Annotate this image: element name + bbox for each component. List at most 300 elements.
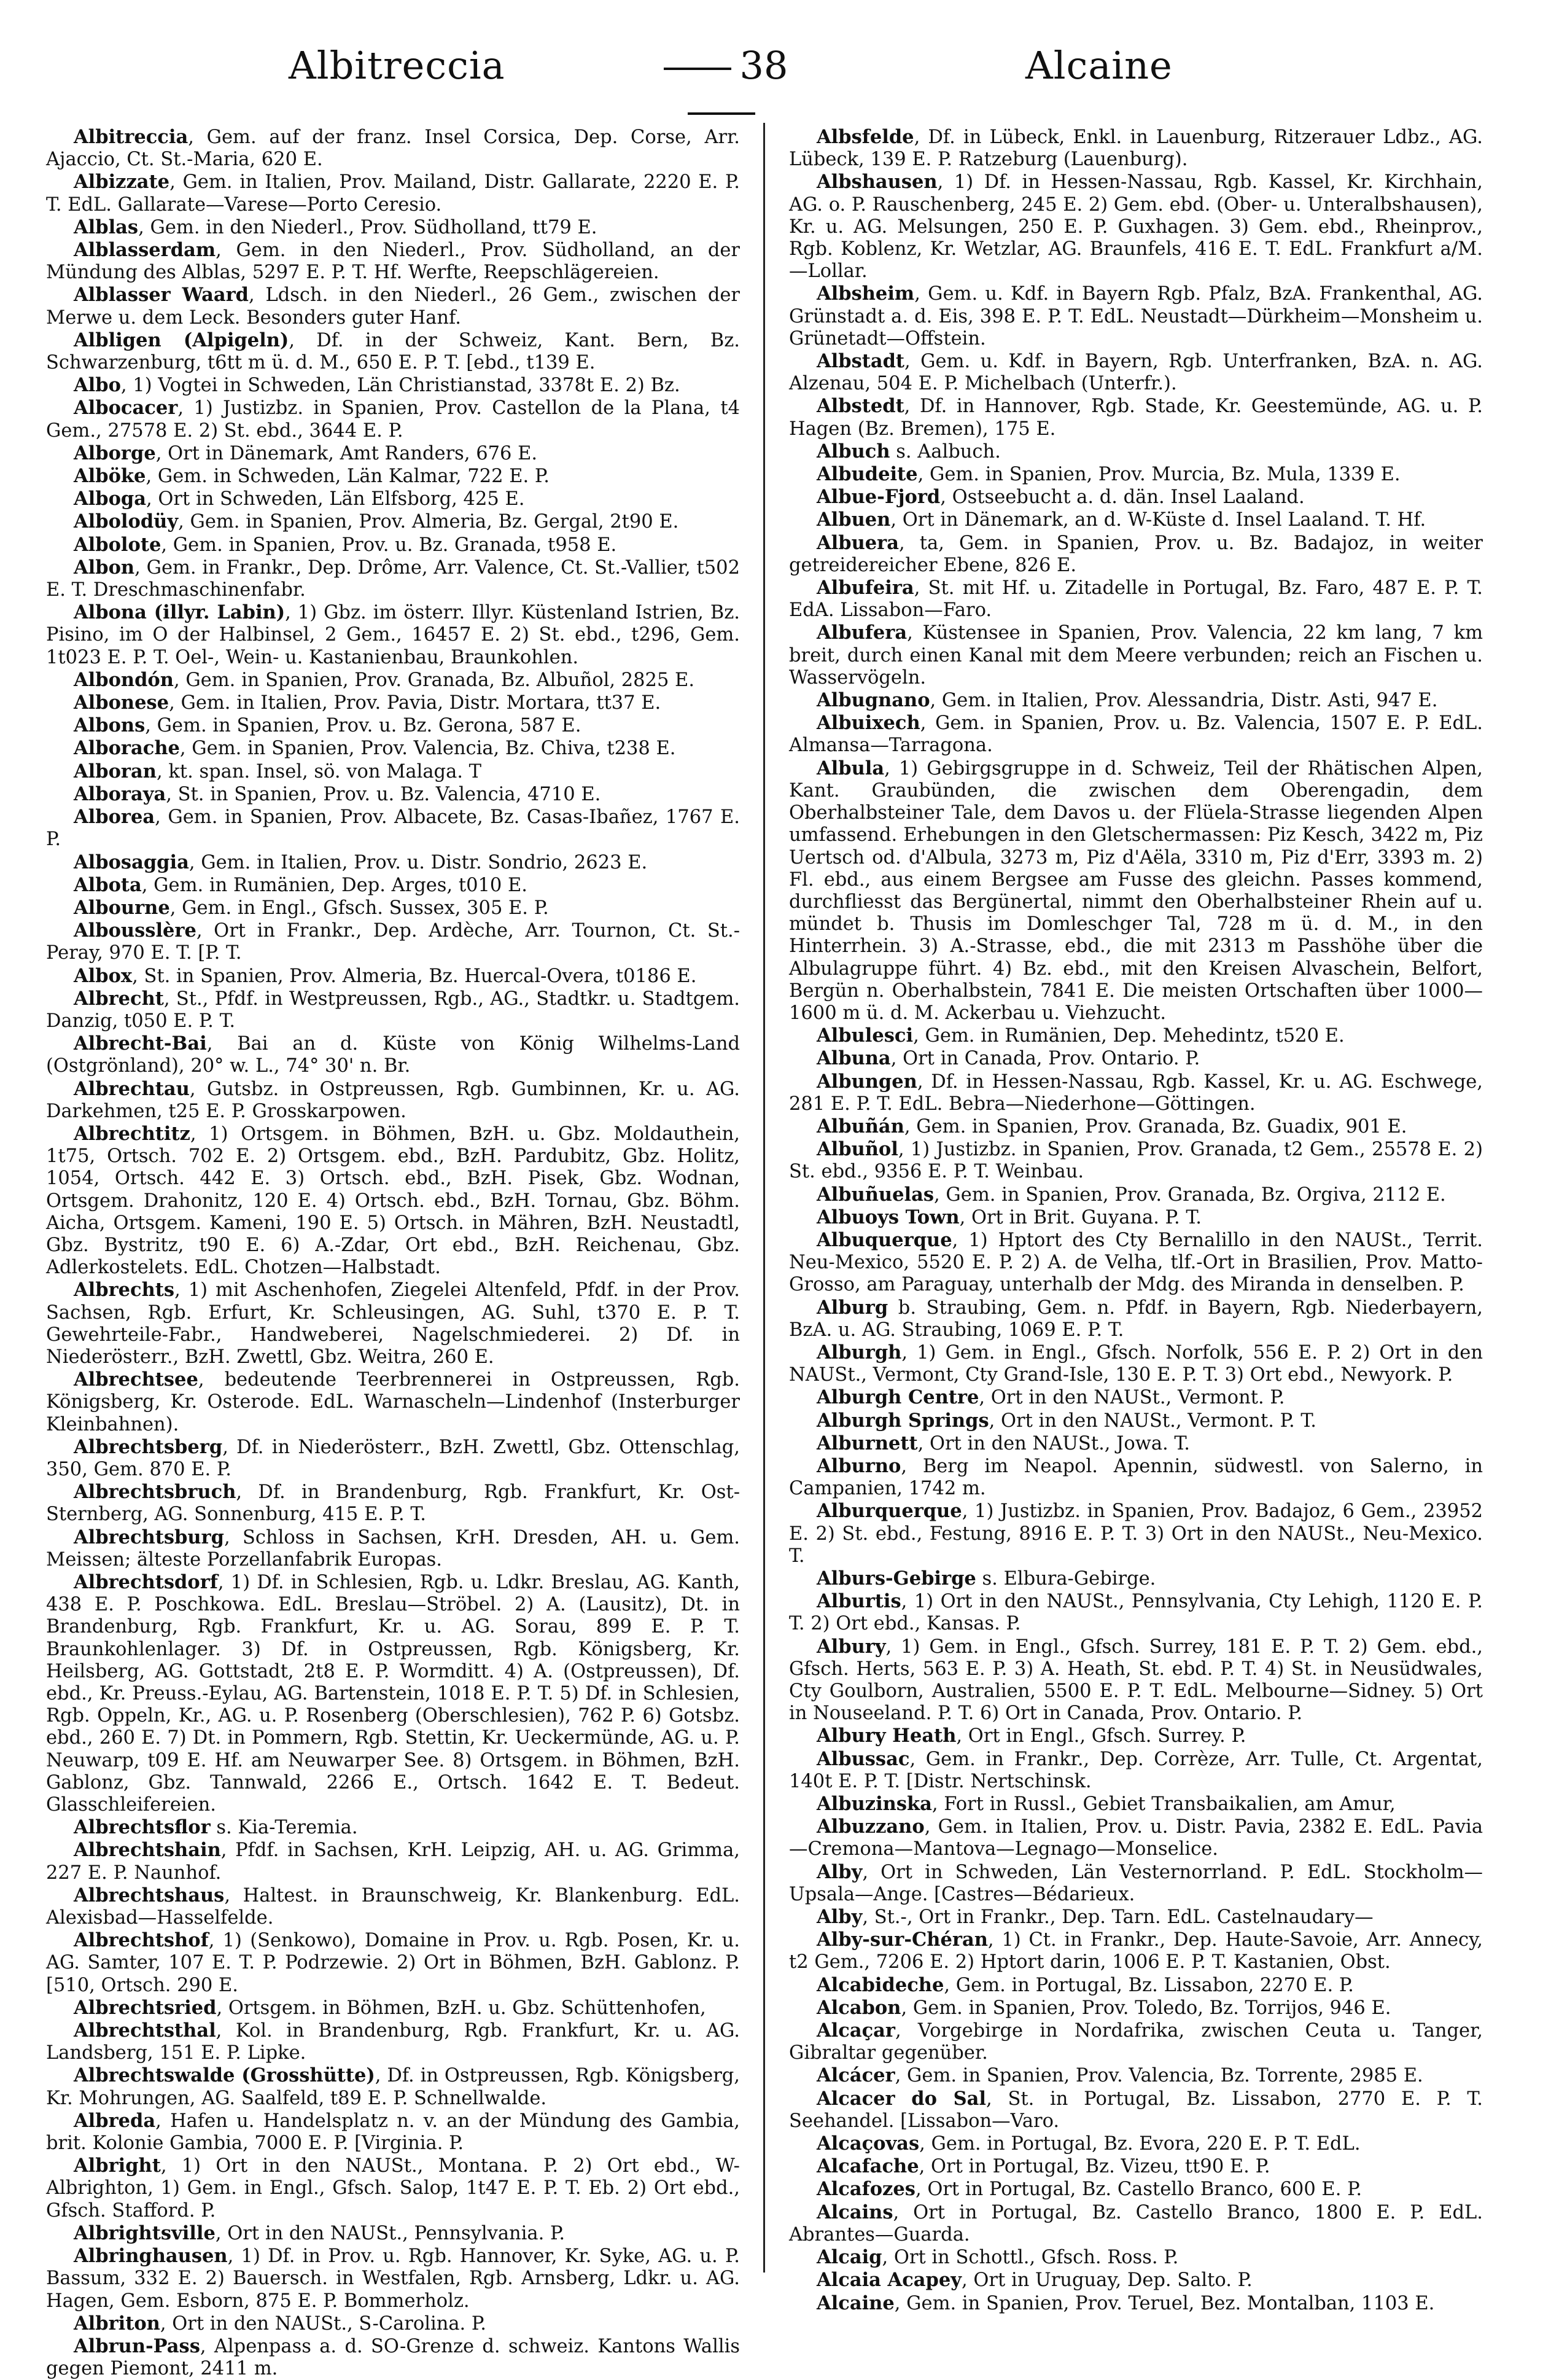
gazetteer-entry xyxy=(46,897,740,919)
entry-text: , Df. in Ostpreussen, Rgb. Königsberg, Kr. Mohrungen, AG. Saalfeld, t89 E. P. Schnellwalde. xyxy=(46,2065,741,2109)
gazetteer-entry xyxy=(789,2269,1483,2292)
entry-headword: Alboga xyxy=(74,488,147,510)
gazetteer-entry xyxy=(46,374,740,397)
gazetteer-entry xyxy=(46,2245,740,2312)
gazetteer-entry xyxy=(789,2246,1483,2269)
entry-text: , Fort in Russl., Gebiet Transbaikalien, am Amur, xyxy=(931,1793,1396,1816)
entry-text: , 1) Gem. in Engl., Gfsch. Norfolk, 556 E. P. 2) Ort in den NAUSt., Vermont, Cty Grand-Isle, 130 E. P. T. 3) Ort ebd., Newyork. P. xyxy=(789,1341,1483,1386)
entry-text: , bedeutende Teerbrennerei in Ostpreussen, Rgb. Königsberg, Kr. Osterode. EdL. Warnascheln—Lindenhof (Insterburger Kleinbahnen). xyxy=(46,1369,740,1435)
entry-text: , 1) Df. in Hessen-Nassau, Rgb. Kassel, Kr. Kirchhain, AG. o. P. Rauschenberg, 245 E. 2) Gem. ebd. (Ober- u. Unteralbshausen), Kr. u. AG. Melsungen, 250 E. P. Guxhagen. 3) Gem. ebd., Rheinprov., Rgb. Koblenz, Kr. Wetzlar, AG. Braunfels, 416 E. T. EdL. Frankfurt a/M.—Lollar. xyxy=(789,171,1483,283)
entry-headword: Albury xyxy=(817,1635,886,1658)
entry-text: , Gem. in Spanien, Prov. u. Bz. Gerona, 587 E. xyxy=(145,715,581,737)
entry-text: , 1) Gbz. im österr. Illyr. Küstenland Istrien, Bz. Pisino, im O der Halbinsel, 2 Gem., 16457 E. 2) St. ebd., t296, Gem. 1t023 E. P. T. Oel-, Wein- u. Kastanienbau, Braunkohlen. xyxy=(46,602,741,668)
entry-headword: Albrechtsflor xyxy=(74,1816,211,1839)
gazetteer-entry xyxy=(46,2335,740,2380)
entry-text: , St. mit Hf. u. Zitadelle in Portugal, Bz. Faro, 487 E. P. T. EdA. Lissabon—Faro. xyxy=(789,577,1483,622)
entry-text: , St. in Spanien, Prov. Almeria, Bz. Huercal-Overa, t0186 E. xyxy=(132,965,697,987)
entry-text: , Berg im Neapol. Apennin, südwestl. von Salerno, in Campanien, 1742 m. xyxy=(789,1455,1483,1500)
gazetteer-entry xyxy=(789,440,1483,463)
entry-headword: Alblas xyxy=(74,216,139,238)
entry-headword: Alburtis xyxy=(817,1590,901,1613)
entry-headword: Albringhausen xyxy=(74,2245,228,2268)
entry-text: , 1) mit Aschenhofen, Ziegelei Altenfeld, Pfdf. in der Prov. Sachsen, Rgb. Erfurt, Kr. Schleusingen, AG. Suhl, t370 E. P. T. Gewehrteile-Fabr., Handweberei, Nagelschmiederei. 2) Df. in Niederösterr., BzH. Zwettl, Gbz. Weitra, 260 E. xyxy=(46,1279,740,1368)
entry-headword: Albrightsville xyxy=(74,2222,216,2244)
gazetteer-entry xyxy=(789,1500,1483,1567)
entry-text: , Gem. in Rumänien, Dep. Arges, t010 E. xyxy=(141,874,527,896)
entry-text: , Haltest. in Braunschweig, Kr. Blankenburg. EdL. Alexisbad—Hasselfelde. xyxy=(46,1884,740,1929)
entry-headword: Albocacer xyxy=(74,397,178,419)
gazetteer-entry xyxy=(789,486,1483,509)
running-head-left: Albitreccia xyxy=(289,43,505,88)
gazetteer-entry xyxy=(789,1636,1483,1725)
entry-text: , Gem. in Portugal, Bz. Lissabon, 2270 E. P. xyxy=(944,1974,1354,1996)
entry-text: , 1) (Senkowo), Domaine in Prov. u. Rgb. Posen, Kr. u. AG. Samter, 107 E. T. P. Podrzewie. 2) Ort in Böhmen, BzH. Gablonz. P. [510, Ortsch. 290 E. xyxy=(46,1930,740,1996)
gazetteer-entry xyxy=(789,1455,1483,1500)
entry-text: , Ort in Schweden, Län Elfsborg, 425 E. xyxy=(146,488,525,510)
gazetteer-entry xyxy=(46,534,740,556)
entry-text: , Gem. in Italien, Prov. u. Distr. Sondrio, 2623 E. xyxy=(189,851,648,873)
entry-headword: Albufeira xyxy=(817,577,914,599)
entry-headword: Albourne xyxy=(74,896,170,919)
entry-headword: Albue-Fjord xyxy=(817,486,941,509)
gazetteer-entry xyxy=(46,2064,740,2109)
gazetteer-entry xyxy=(789,689,1483,712)
entry-headword: Albussac xyxy=(817,1747,910,1770)
entry-text: , Ort in Dänemark, an d. W-Küste d. Insel Laaland. T. Hf. xyxy=(890,509,1426,531)
entry-text: , Gem. in Spanien, Prov. Valencia, Bz. Chiva, t238 E. xyxy=(179,738,676,760)
gazetteer-entry xyxy=(46,284,740,329)
entry-headword: Albolote xyxy=(74,533,161,556)
gazetteer-entry xyxy=(789,1725,1483,1747)
entry-headword: Alburquerque xyxy=(817,1500,962,1523)
entry-text: , Gem. auf der franz. Insel Corsica, Dep. Corse, Arr. Ajaccio, Ct. St.-Maria, 620 E. xyxy=(46,127,740,171)
entry-headword: Alcaçovas xyxy=(817,2132,920,2155)
gazetteer-entry xyxy=(789,1997,1483,2019)
entry-headword: Albrechtsbruch xyxy=(74,1481,236,1504)
entry-text: , Ort in den NAUSt., Jowa. T. xyxy=(917,1432,1190,1454)
entry-text: , Ort in Frankr., Dep. Ardèche, Arr. Tournon, Ct. St.-Peray, 970 E. T. [P. T. xyxy=(46,920,740,964)
entry-headword: Albugnano xyxy=(817,689,930,712)
entry-text: , 1) Ortsgem. in Böhmen, BzH. u. Gbz. Moldauthein, 1t75, Ortsch. 702 E. 2) Ortsgem. ebd., BzH. Pardubitz, Gbz. Holitz, 1054, Ortsch. 442 E. 3) Ortsch. ebd., BzH. Pisek, Gbz. Wodnan, Ortsgem. Drahonitz, 120 E. 4) Ortsch. ebd., BzH. Tornau, Gbz. Böhm. Aicha, Ortsgem. Kameni, 190 E. 5) Ortsch. in Mähren, BzH. Neustadtl, Gbz. Bystritz, t90 E. 6) A.-Zdar, Ort ebd., BzH. Reichenau, Gbz. Adlerkostelets. EdL. Chotzen—Halbstadt. xyxy=(46,1123,740,1279)
entry-headword: Albrechtshaus xyxy=(74,1884,225,1906)
entry-headword: Alcaçar xyxy=(817,2019,895,2042)
entry-text: , Bai an d. Küste von König Wilhelms-Land (Ostgrönland), 20° w. L., 74° 30' n. Br. xyxy=(46,1033,740,1077)
entry-text: b. Straubing, Gem. n. Pfdf. in Bayern, Rgb. Niederbayern, BzA. u. AG. Straubing, 1069 E. P. T. xyxy=(789,1297,1483,1341)
entry-text: , Gem. in Italien, Prov. u. Distr. Pavia, 2382 E. EdL. Pavia—Cremona—Mantova—Legnago—Monselice. xyxy=(789,1816,1483,1860)
entry-headword: Albonese xyxy=(74,692,169,714)
entry-text: , Gem. in Engl., Gfsch. Sussex, 305 E. P. xyxy=(169,897,549,919)
gazetteer-entry xyxy=(46,171,740,216)
gazetteer-entry xyxy=(789,126,1483,171)
entry-text: , Gem. in Spanien, Prov. Murcia, Bz. Mula, 1339 E. xyxy=(917,464,1401,486)
entry-text: , Gem. in den Niederl., Prov. Südholland, an der Mündung des Alblas, 5297 E. P. T. Hf. Werfte, Reepschlägereien. xyxy=(46,240,740,284)
entry-text: , Kol. in Brandenburg, Rgb. Frankfurt, Kr. u. AG. Landsberg, 151 E. P. Lipke. xyxy=(46,2020,740,2064)
gazetteer-entry xyxy=(789,2132,1483,2155)
entry-text: , 1) Ort in den NAUSt., Montana. P. 2) Ort ebd., W-Albrighton, 1) Gem. in Engl., Gfsch. Salop, 1t47 E. P. T. Eb. 2) Ort ebd., Gfsch. Stafford. P. xyxy=(46,2155,740,2222)
gazetteer-entry xyxy=(46,601,740,669)
entry-text: , Gem. in Spanien, Prov. Almeria, Bz. Gergal, 2t90 E. xyxy=(178,511,679,533)
gazetteer-entry xyxy=(789,1432,1483,1455)
gazetteer-entry xyxy=(789,712,1483,757)
entry-headword: Albury Heath xyxy=(817,1725,957,1747)
gazetteer-entry xyxy=(789,2155,1483,2178)
entry-text: , Gem. in Spanien, Prov. Granada, Bz. Guadix, 901 E. xyxy=(904,1115,1407,1137)
entry-text: , 1) Gebirgsgruppe in d. Schweiz, Teil der Rhätischen Alpen, Kant. Graubünden, die zwischen dem Oberengadin, dem Oberhalbsteiner Tale, dem Davos u. der Flüela-Strasse liegenden Alpen umfassend. Erhebungen in den Gletschermassen: Piz Kesch, 3422 m, Piz Uertsch od. d'Albula, 3273 m, Piz d'Aëla, 3310 m, Piz d'Err, 3393 m. 2) Fl. ebd., aus einem Bergsee am Fusse des gleichn. Passes kommend, durchfliesst das Bergünertal, nimmt den Oberhalbsteiner Rhein auf u. mündet b. Thusis im Domleschger Tal, 728 m ü. d. M., in den Hinterrhein. 3) A.-Strasse, ebd., die mit 2313 m Passhöhe über die Albulagruppe führt. 4) Bz. ebd., mit den Kreisen Alvaschein, Belfort, Bergün n. Oberhalbstein, 7841 E. Die meisten Ortschaften über 1000—1600 m ü. d. M. Ackerbau u. Viehzucht. xyxy=(789,757,1483,1024)
entry-headword: Albota xyxy=(74,873,142,896)
entry-text: , Ostseebucht a. d. dän. Insel Laaland. xyxy=(940,486,1305,509)
entry-headword: Albuzinska xyxy=(817,1793,932,1816)
entry-headword: Albox xyxy=(74,964,133,987)
entry-headword: Alborge xyxy=(74,442,156,464)
entry-headword: Albrecht xyxy=(74,987,164,1010)
entry-headword: Albuera xyxy=(817,531,899,554)
entry-headword: Alcácer xyxy=(817,2064,895,2087)
entry-headword: Albrechtau xyxy=(74,1077,190,1100)
gazetteer-entry xyxy=(46,1571,740,1816)
entry-headword: Albriton xyxy=(74,2312,160,2335)
entry-headword: Alburnett xyxy=(817,1432,918,1454)
entry-text: , Ort in Schottl., Gfsch. Ross. P. xyxy=(882,2247,1179,2269)
entry-headword: Albuñol xyxy=(817,1138,898,1161)
gazetteer-entry xyxy=(789,1047,1483,1070)
entry-text: , 1) Gem. in Engl., Gfsch. Surrey, 181 E. P. T. 2) Gem. ebd., Gfsch. Herts, 563 E. P. 3) A. Heath, St. ebd. P. T. 4) St. in Neusüdwales, Cty Goulborn, Australien, 5500 E. P. T. EdL. Melbourne—Sidney. 5) Ort in Nouseeland. P. T. 6) Ort in Canada, Prov. Ontario. P. xyxy=(789,1636,1483,1725)
entry-headword: Albufera xyxy=(817,622,908,644)
gazetteer-entry xyxy=(46,988,740,1032)
gazetteer-entry xyxy=(46,556,740,601)
entry-headword: Albungen xyxy=(817,1070,917,1093)
entry-headword: Albondón xyxy=(74,668,174,691)
entry-headword: Alcacer do Sal xyxy=(817,2087,987,2110)
entry-headword: Albrechtshain xyxy=(74,1839,221,1862)
gazetteer-entry xyxy=(789,1138,1483,1183)
gazetteer-entry xyxy=(789,1929,1483,1973)
entry-text: , Gem. in Spanien, Prov. Valencia, Bz. Torrente, 2985 E. xyxy=(895,2065,1423,2087)
entry-text: , 1) Ort in den NAUSt., Pennsylvania, Cty Lehigh, 1120 E. P. T. 2) Ort ebd., Kansas. P. xyxy=(789,1591,1483,1635)
gazetteer-entry xyxy=(46,714,740,737)
entry-headword: Alboran xyxy=(74,760,157,782)
entry-headword: Alburs-Gebirge xyxy=(817,1567,976,1590)
entry-text: , Gem. u. Kdf. in Bayern Rgb. Pfalz, BzA. Frankenthal, AG. Grünstadt a. d. Eis, 398 E. P. T. EdL. Neustadt—Dürkheim—Monsheim u. Grünetadt—Offstein. xyxy=(789,283,1483,349)
gazetteer-entry xyxy=(46,1839,740,1884)
gazetteer-entry xyxy=(46,488,740,510)
gazetteer-entry xyxy=(789,283,1483,350)
entry-headword: Albitreccia xyxy=(74,126,189,148)
entry-headword: Alcaine xyxy=(817,2292,895,2314)
gazetteer-entry xyxy=(789,1184,1483,1206)
entry-headword: Albona (illyr. Labin) xyxy=(74,601,286,624)
gazetteer-entry xyxy=(789,171,1483,283)
gazetteer-entry xyxy=(789,532,1483,577)
gazetteer-entry xyxy=(46,783,740,806)
entry-headword: Albligen (Alpigeln) xyxy=(74,329,289,351)
right-column xyxy=(789,126,1483,2315)
entry-text: , Ort in den NAUSt., Pennsylvania. P. xyxy=(215,2222,566,2244)
gazetteer-entry xyxy=(46,2110,740,2155)
entry-headword: Albuch xyxy=(817,440,890,462)
entry-headword: Albrechtshof xyxy=(74,1929,209,1952)
entry-headword: Albizzate xyxy=(74,171,170,193)
page-number xyxy=(620,43,823,133)
entry-text: , Gem. in Spanien, Prov. Albacete, Bz. Casas-Ibañez, 1767 E. P. xyxy=(46,806,740,851)
entry-text: , Ortsgem. in Böhmen, BzH. u. Gbz. Schüttenhofen, xyxy=(216,1997,706,2019)
entry-headword: Albuixech xyxy=(817,712,920,735)
gazetteer-entry xyxy=(46,239,740,284)
entry-text: , Df. in Brandenburg, Rgb. Frankfurt, Kr. Ost-Sternberg, AG. Sonnenburg, 415 E. P. T. xyxy=(46,1481,740,1526)
gazetteer-entry xyxy=(789,622,1483,689)
entry-text: , Gem. in den Niederl., Prov. Südholland, tt79 E. xyxy=(138,216,597,238)
entry-text: , Gem. in Frankr., Dep. Drôme, Arr. Valence, Ct. St.-Vallier, t502 E. T. Dreschmaschinenfabr. xyxy=(46,556,740,601)
entry-headword: Albosaggia xyxy=(74,851,189,873)
gazetteer-entry xyxy=(46,126,740,171)
entry-text: s. Aalbuch. xyxy=(890,440,1001,462)
entry-text: , 1) Justizbz. in Spanien, Prov. Castellon de la Plana, t4 Gem., 27578 E. 2) St. ebd., 3644 E. P. xyxy=(46,397,740,442)
entry-text: , St.-, Ort in Frankr., Dep. Tarn. EdL. Castelnaudary— xyxy=(862,1906,1374,1929)
entry-headword: Albula xyxy=(817,757,885,779)
entry-text: , Gem. u. Kdf. in Bayern, Rgb. Unterfranken, BzA. n. AG. Alzenau, 504 E. P. Michelbach (Unterfr.). xyxy=(789,351,1483,395)
entry-text: , St., Pfdf. in Westpreussen, Rgb., AG., Stadtkr. u. Stadtgem. Danzig, t050 E. P. T. xyxy=(46,988,740,1032)
gazetteer-entry xyxy=(789,1341,1483,1386)
entry-headword: Albrechtsberg xyxy=(74,1435,223,1458)
gazetteer-entry xyxy=(46,1884,740,1929)
entry-text: , Ort in Portugal, Bz. Vizeu, tt90 E. P. xyxy=(919,2156,1270,2178)
entry-text: , Gem. in Portugal, Bz. Evora, 220 E. P. T. EdL. xyxy=(919,2133,1361,2155)
entry-headword: Albuen xyxy=(817,509,891,531)
gazetteer-entry xyxy=(789,1410,1483,1432)
entry-headword: Albon xyxy=(74,556,135,579)
gazetteer-entry xyxy=(789,350,1483,395)
entry-text: , Gem. in Frankr., Dep. Corrèze, Arr. Tulle, Ct. Argentat, 140t E. P. T. [Distr. Nertschinsk. xyxy=(789,1748,1483,1792)
entry-headword: Alburgh Springs xyxy=(817,1409,989,1432)
gazetteer-entry xyxy=(789,1229,1483,1297)
entry-headword: Albuquerque xyxy=(817,1228,952,1251)
entry-headword: Albuna xyxy=(817,1047,891,1070)
entry-headword: Albrechtswalde (Grosshütte) xyxy=(74,2064,375,2087)
entry-headword: Alburgh xyxy=(817,1341,902,1364)
entry-text: , Gutsbz. in Ostpreussen, Rgb. Gumbinnen, Kr. u. AG. Darkehmen, t25 E. P. Grosskarpowen. xyxy=(46,1078,740,1122)
gazetteer-entry xyxy=(789,2088,1483,2132)
entry-headword: Alböke xyxy=(74,465,146,488)
entry-text: , Gem. in Spanien, Prov. Granada, Bz. Orgiva, 2112 E. xyxy=(934,1184,1446,1206)
gazetteer-entry xyxy=(46,1481,740,1526)
entry-text: , Hafen u. Handelsplatz n. v. an der Mündung des Gambia, brit. Kolonie Gambia, 7000 E. P. [Virginia. P. xyxy=(46,2110,740,2155)
gazetteer-entry xyxy=(46,1436,740,1481)
gazetteer-entry xyxy=(789,1974,1483,1997)
gazetteer-entry xyxy=(789,2292,1483,2315)
entry-headword: Alburg xyxy=(817,1296,888,1319)
entry-headword: Alcaig xyxy=(817,2246,882,2269)
gazetteer-entry xyxy=(789,463,1483,486)
entry-text: , kt. span. Insel, sö. von Malaga. T xyxy=(156,760,481,782)
entry-text: , Vorgebirge in Nordafrika, zwischen Ceuta u. Tanger, Gibraltar gegenüber. xyxy=(789,2020,1483,2064)
gazetteer-entry xyxy=(46,874,740,897)
gazetteer-entry xyxy=(789,1861,1483,1906)
gazetteer-entry xyxy=(46,2019,740,2064)
gazetteer-entry xyxy=(46,1997,740,2019)
entry-text: , Ort in Portugal, Bz. Castello Branco, 1800 E. P. EdL. Abrantes—Guarda. xyxy=(789,2201,1483,2245)
entry-headword: Albuñuelas xyxy=(817,1183,935,1206)
entry-text: , 1) Justizbz. in Spanien, Prov. Granada, t2 Gem., 25578 E. 2) St. ebd., 9356 E. P. T. Weinbau. xyxy=(789,1139,1483,1183)
entry-headword: Albolodüy xyxy=(74,510,179,533)
entry-text: s. Kia-Teremia. xyxy=(210,1817,358,1839)
entry-text: , Schloss in Sachsen, KrH. Dresden, AH. u. Gem. Meissen; älteste Porzellanfabrik Europas. xyxy=(46,1526,740,1570)
entry-headword: Albuñán xyxy=(817,1115,904,1137)
entry-text: , Ort in den NAUSt., Vermont. P. xyxy=(979,1387,1285,1409)
entry-text: , Ort in Portugal, Bz. Castello Branco, 600 E. P. xyxy=(915,2179,1362,2201)
entry-headword: Albudeite xyxy=(817,463,918,486)
gazetteer-entry xyxy=(46,216,740,239)
entry-headword: Albstadt xyxy=(817,350,905,373)
entry-headword: Albsheim xyxy=(817,283,915,305)
gazetteer-entry xyxy=(46,806,740,851)
entry-text: , 1) Justizbz. in Spanien, Prov. Badajoz, 6 Gem., 23952 E. 2) St. ebd., Festung, 8916 E. P. T. 3) Ort in den NAUSt., Neu-Mexico. T. xyxy=(789,1500,1483,1567)
entry-text: , Gem. in Spanien, Prov. u. Bz. Valencia, 1507 E. P. EdL. Almansa—Tarragona. xyxy=(789,712,1483,757)
entry-headword: Alcabon xyxy=(817,1996,901,2019)
gazetteer-entry xyxy=(789,1816,1483,1860)
entry-headword: Albrechtitz xyxy=(74,1122,190,1145)
gazetteer-entry xyxy=(789,395,1483,440)
entry-headword: Albulesci xyxy=(817,1024,914,1047)
entry-headword: Albstedt xyxy=(817,395,904,418)
gazetteer-entry xyxy=(789,1206,1483,1229)
entry-headword: Alcains xyxy=(817,2201,893,2223)
entry-text: s. Elbura-Gebirge. xyxy=(976,1568,1156,1590)
gazetteer-entry xyxy=(46,692,740,714)
gazetteer-entry xyxy=(789,577,1483,622)
entry-headword: Albsfelde xyxy=(817,126,914,148)
gazetteer-entry xyxy=(46,1816,740,1839)
gazetteer-entry xyxy=(46,669,740,692)
entry-headword: Alboraya xyxy=(74,782,166,805)
entry-text: , Ort in Dänemark, Amt Randers, 676 E. xyxy=(155,442,538,464)
entry-headword: Albright xyxy=(74,2155,161,2177)
gazetteer-entry xyxy=(789,1071,1483,1115)
entry-text: , 1) Df. in Prov. u. Rgb. Hannover, Kr. Syke, AG. u. P. Bassum, 332 E. 2) Bauersch. in Westfalen, Rgb. Arnsberg, Ldkr. u. AG. Hagen, Gem. Esborn, 875 E. P. Bommerholz. xyxy=(46,2245,740,2312)
entry-text: , St. in Spanien, Prov. u. Bz. Valencia, 4710 E. xyxy=(166,783,601,805)
entry-text: , Gem. in Italien, Prov. Alessandria, Distr. Asti, 947 E. xyxy=(930,690,1438,712)
entry-text: , Küstensee in Spanien, Prov. Valencia, 22 km lang, 7 km breit, durch einen Kanal mit dem Meere verbunden; reich an Fischen u. Wasservögeln. xyxy=(789,622,1483,689)
entry-headword: Alcafozes xyxy=(817,2178,915,2201)
gazetteer-entry xyxy=(789,2019,1483,2064)
page-header xyxy=(0,37,1551,123)
gazetteer-entry xyxy=(46,851,740,874)
gazetteer-entry xyxy=(789,1024,1483,1047)
entry-text: , Df. in Hessen-Nassau, Rgb. Kassel, Kr. u. AG. Eschwege, 281 E. P. T. EdL. Bebra—Niederhone—Göttingen. xyxy=(789,1071,1483,1115)
entry-headword: Alborea xyxy=(74,806,155,829)
entry-text: , Gem. in Rumänien, Dep. Mehedintz, t520 E. xyxy=(913,1025,1345,1047)
entry-text: , Ort in Uruguay, Dep. Salto. P. xyxy=(962,2269,1253,2292)
gazetteer-entry xyxy=(46,1078,740,1123)
entry-headword: Alby xyxy=(817,1860,863,1883)
gazetteer-entry xyxy=(789,1793,1483,1816)
entry-headword: Albons xyxy=(74,714,146,737)
entry-text: , 1) Df. in Schlesien, Rgb. u. Ldkr. Breslau, AG. Kanth, 438 E. P. Poschkowa. EdL. Breslau—Ströbel. 2) A. (Lausitz), Dt. in Brandenburg, Rgb. Frankfurt, Kr. u. AG. Sorau, 899 E. P. T. Braunkohlenlager. 3) Df. in Ostpreussen, Rgb. Königsberg, Kr. Heilsberg, AG. Gottstadt, 2t8 E. P. Wormditt. 4) A. (Ostpreussen), Df. ebd., Kr. Preuss.-Eylau, AG. Bartenstein, 1018 E. P. T. 5) Df. in Schlesien, Rgb. Oppeln, Kr., AG. u. P. Rosenberg (Oberschlesien), 762 P. 6) Gotsbz. ebd., 260 E. 7) Dt. in Pommern, Rgb. Stettin, Kr. Ueckermünde, AG. u. P. Neuwarp, t09 E. Hf. am Neuwarper See. 8) Ortsgem. in Böhmen, BzH. Gablonz, Gbz. Tannwald, 2266 E., Ortsch. 1642 E. T. Bedeut. Glasschleifereien. xyxy=(46,1572,740,1816)
entry-text: , Gem. in Italien, Prov. Pavia, Distr. Mortara, tt37 E. xyxy=(169,692,661,714)
gazetteer-entry xyxy=(789,1748,1483,1793)
entry-text: , Gem. in Spanien, Prov. Teruel, Bez. Montalban, 1103 E. xyxy=(894,2292,1435,2314)
gazetteer-entry xyxy=(46,1279,740,1368)
dash-left xyxy=(664,68,731,70)
entry-text: , Ort in Canada, Prov. Ontario. P. xyxy=(890,1048,1200,1070)
gazetteer-entry xyxy=(46,510,740,533)
entry-headword: Albrechtsburg xyxy=(74,1526,224,1548)
gazetteer-entry xyxy=(46,397,740,442)
entry-headword: Albousslère xyxy=(74,919,196,942)
gazetteer-entry xyxy=(789,1567,1483,1590)
entry-text: , Ort in Brit. Guyana. P. T. xyxy=(959,1206,1202,1228)
entry-headword: Alborache xyxy=(74,737,180,760)
entry-headword: Alburgh Centre xyxy=(817,1386,979,1409)
column-divider xyxy=(763,123,765,2273)
left-column xyxy=(46,126,740,2380)
entry-headword: Alburno xyxy=(817,1454,901,1477)
running-head-right: Alcaine xyxy=(1025,43,1173,88)
gazetteer-entry xyxy=(46,965,740,988)
entry-text: , Gem. in Spanien, Prov. Toledo, Bz. Torrijos, 946 E. xyxy=(901,1997,1391,2019)
entry-text: , Gem. in Italien, Prov. Mailand, Distr. Gallarate, 2220 E. P. T. EdL. Gallarate—Varese—Porto Ceresio. xyxy=(46,171,740,216)
entry-headword: Albo xyxy=(74,374,121,397)
entry-headword: Albrun-Pass xyxy=(74,2335,200,2357)
entry-headword: Albrechtsthal xyxy=(74,2019,216,2042)
entry-text: , Gem. in Spanien, Prov. Granada, Bz. Albuñol, 2825 E. xyxy=(173,669,695,691)
entry-headword: Albrechtsdorf xyxy=(74,1571,218,1593)
entry-headword: Alby-sur-Chéran xyxy=(817,1929,988,1951)
entry-headword: Alcabideche xyxy=(817,1973,944,1996)
entry-text: , Ldsch. in den Niederl., 26 Gem., zwischen der Merwe u. dem Leck. Besonders guter Hanf. xyxy=(46,284,740,329)
entry-headword: Alby xyxy=(817,1906,863,1929)
entry-text: , 1) Hptort des Cty Bernalillo in den NAUSt., Territ. Neu-Mexico, 5520 E. P. 2) A. de Velha, tlf.-Ort in Brasilien, Prov. Matto-Grosso, am Paraguay, unterhalb der Mdg. des Miranda in denselben. P. xyxy=(789,1229,1483,1296)
gazetteer-entry xyxy=(46,1929,740,1997)
entry-text: , Ort in den NAUSt., Vermont. P. T. xyxy=(989,1410,1316,1432)
gazetteer-entry xyxy=(789,1906,1483,1929)
gazetteer-entry xyxy=(789,2201,1483,2246)
gazetteer-entry xyxy=(46,442,740,465)
page-number-value: 38 xyxy=(739,43,788,88)
gazetteer-entry xyxy=(46,1032,740,1077)
entry-headword: Albrechtsee xyxy=(74,1368,198,1391)
gazetteer-entry xyxy=(46,1368,740,1436)
gazetteer-entry xyxy=(46,760,740,783)
entry-text: , Gem. in Spanien, Prov. u. Bz. Granada, t958 E. xyxy=(161,534,617,556)
gazetteer-entry xyxy=(46,2155,740,2222)
entry-headword: Albuzzano xyxy=(817,1816,925,1838)
entry-headword: Alblasserdam xyxy=(74,239,216,262)
entry-text: , ta, Gem. in Spanien, Prov. u. Bz. Badajoz, in weiter getreidereicher Ebene, 826 E. xyxy=(789,532,1483,576)
gazetteer-entry xyxy=(789,1590,1483,1635)
entry-text: , 1) Ct. in Frankr., Dep. Haute-Savoie, Arr. Annecy, t2 Gem., 7206 E. 2) Hptort darin, 1006 E. P. T. Kastanien, Obst. xyxy=(789,1929,1483,1973)
entry-headword: Albrechts xyxy=(74,1279,175,1301)
entry-text: , 1) Vogtei in Schweden, Län Christianstad, 3378t E. 2) Bz. xyxy=(120,375,680,397)
entry-headword: Albshausen xyxy=(817,171,938,193)
entry-headword: Albuoys Town xyxy=(817,1206,960,1228)
gazetteer-entry xyxy=(46,737,740,760)
gazetteer-entry xyxy=(789,2064,1483,2087)
entry-headword: Alblasser Waard xyxy=(74,284,249,306)
entry-text: , Ort in den NAUSt., S-Carolina. P. xyxy=(160,2312,486,2335)
gazetteer-entry xyxy=(46,1526,740,1571)
entry-text: , Df. in der Schweiz, Kant. Bern, Bz. Schwarzenburg, t6tt m ü. d. M., 650 E. P. T. [ebd., t139 E. xyxy=(46,329,740,374)
gazetteer-entry xyxy=(46,329,740,374)
gazetteer-entry xyxy=(789,509,1483,531)
entry-text: , Alpenpass a. d. SO-Grenze d. schweiz. Kantons Wallis gegen Piemont, 2411 m. xyxy=(46,2335,740,2380)
gazetteer-entry xyxy=(789,2178,1483,2201)
entry-headword: Albreda xyxy=(74,2109,156,2132)
gazetteer-entry xyxy=(789,1297,1483,1341)
entry-headword: Albrechtsried xyxy=(74,1996,217,2019)
entry-text: , St. in Portugal, Bz. Lissabon, 2770 E. P. T. Seehandel. [Lissabon—Varo. xyxy=(789,2088,1483,2132)
gazetteer-entry xyxy=(46,1123,740,1279)
gazetteer-entry xyxy=(46,2222,740,2245)
gazetteer-entry xyxy=(46,465,740,488)
